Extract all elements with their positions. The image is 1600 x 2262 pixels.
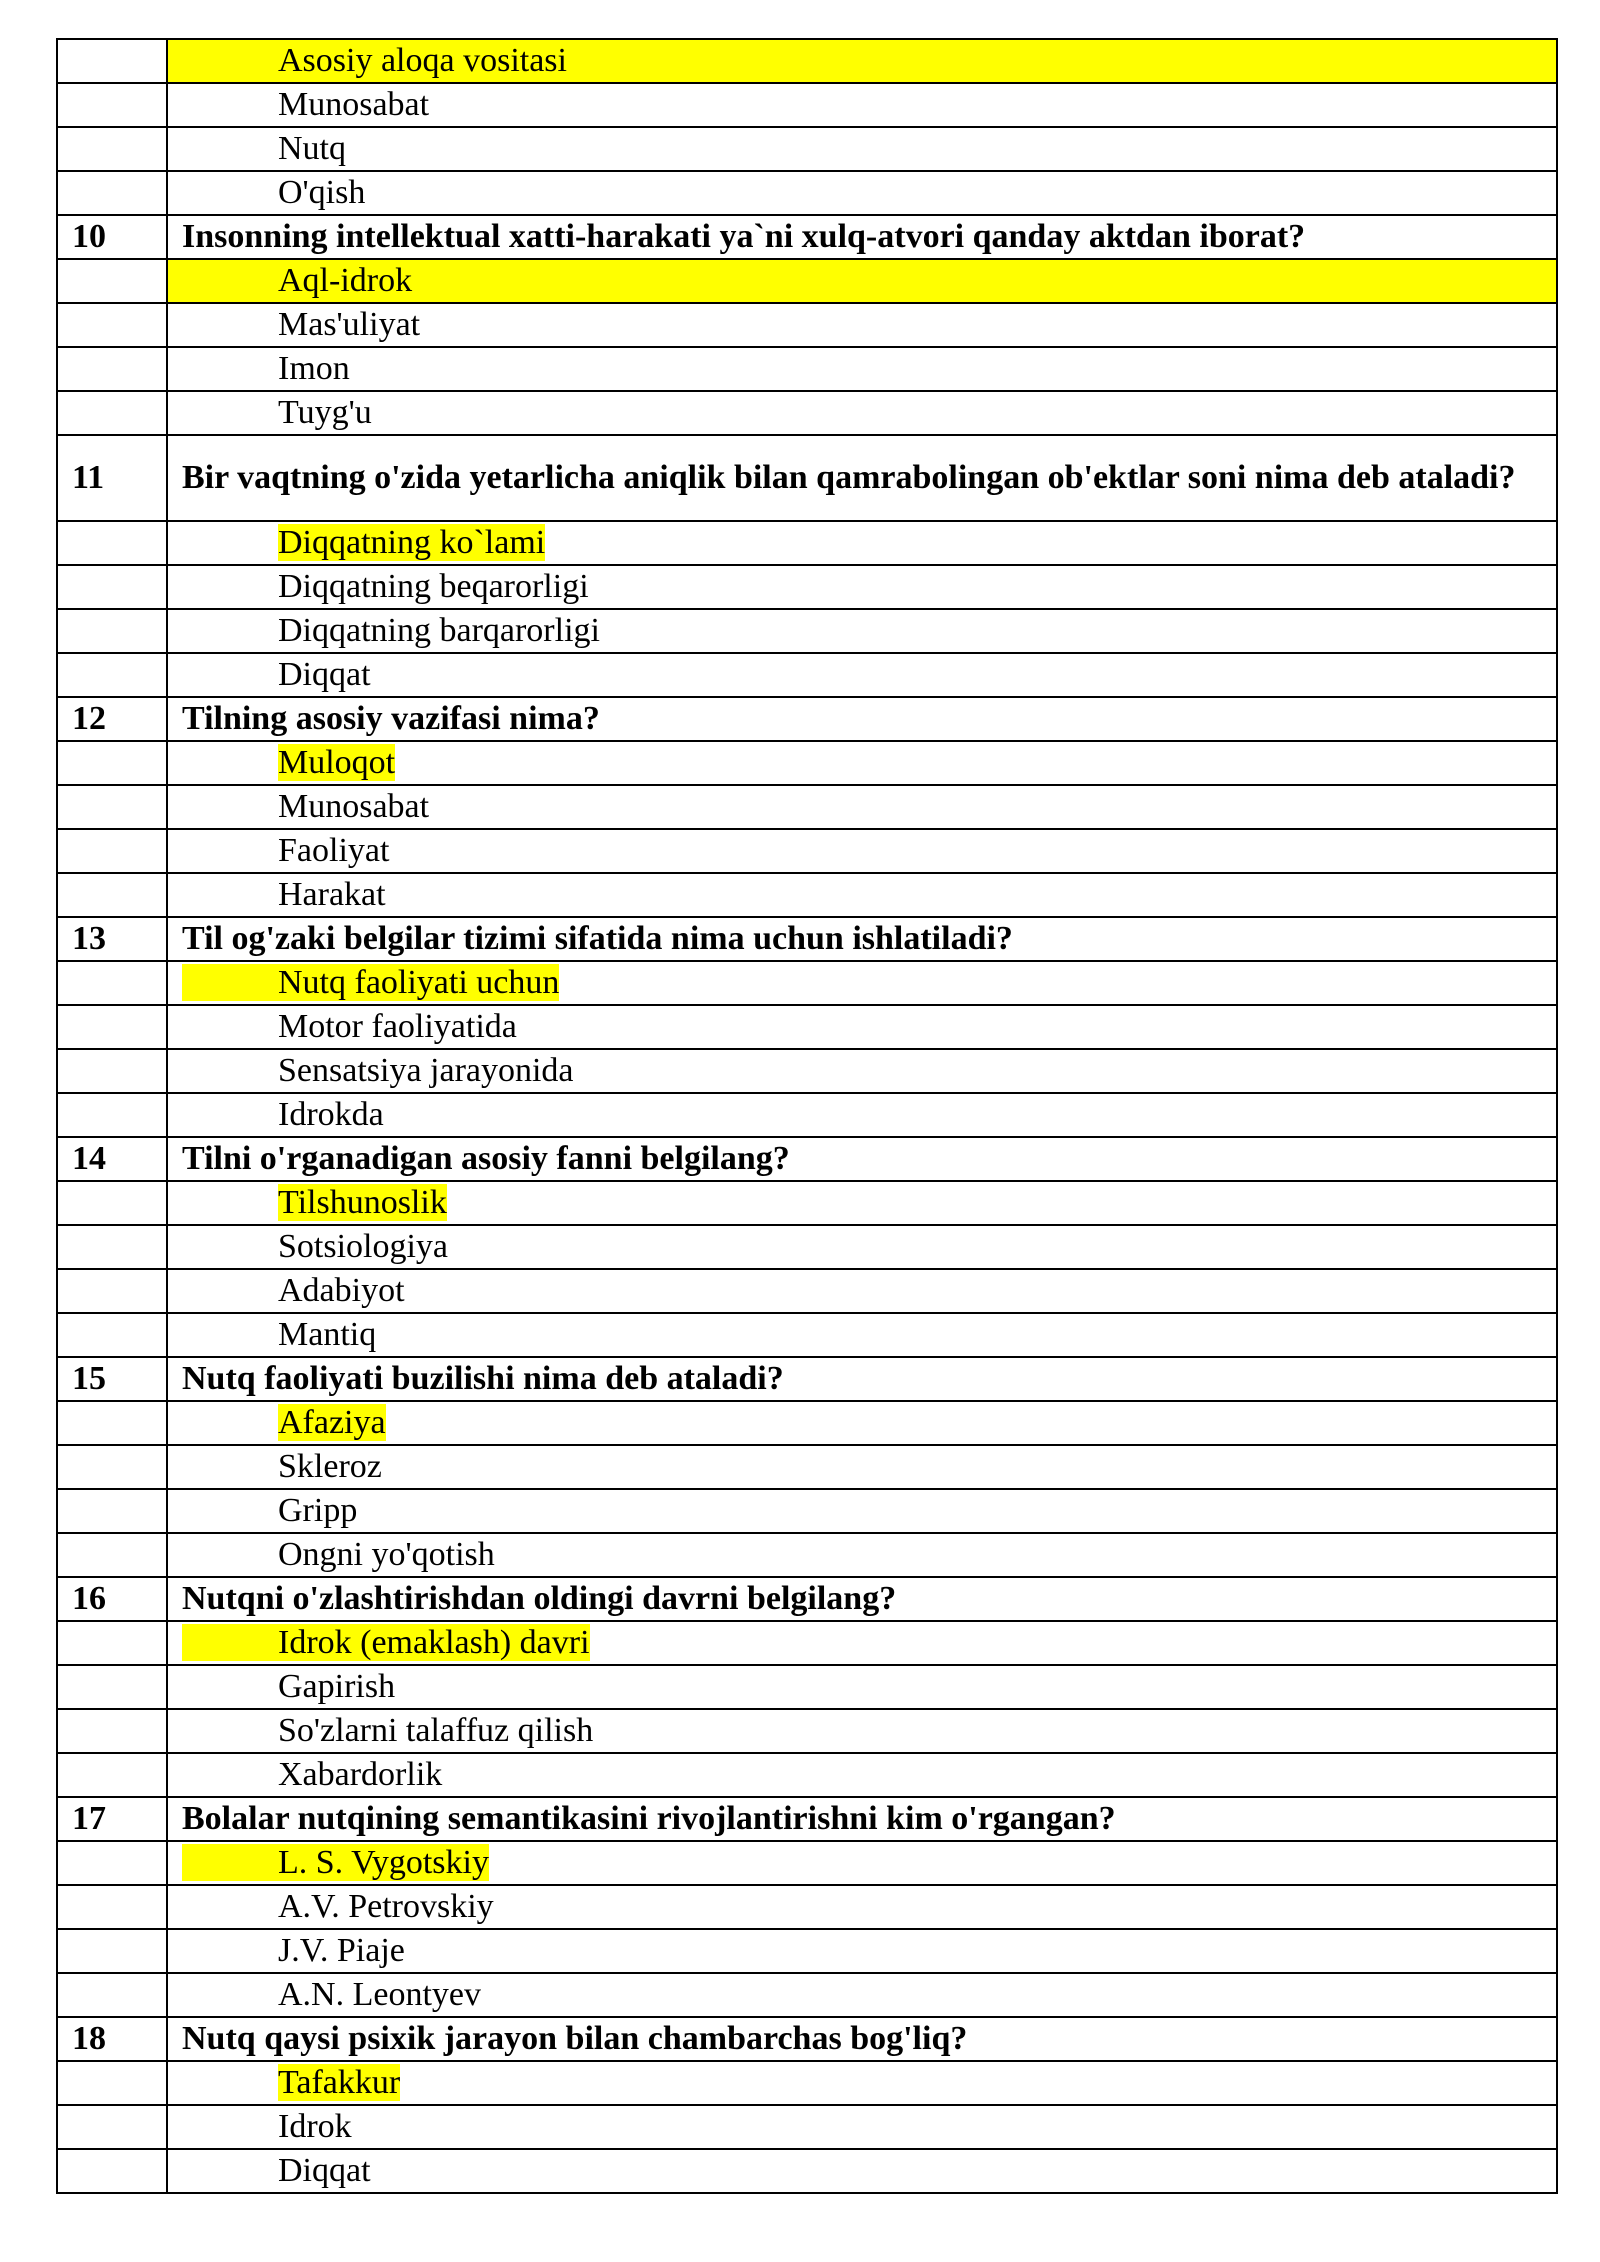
answer-cell (167, 1049, 1557, 1093)
number-cell-empty (57, 609, 167, 653)
question-number: 11 (57, 435, 167, 521)
answer-text: Munosabat (278, 788, 430, 825)
number-cell-empty (57, 1093, 167, 1137)
answer-text: Munosabat (278, 86, 430, 123)
question-number: 13 (57, 917, 167, 961)
answer-row-correct (57, 1841, 1557, 1885)
number-cell-empty (57, 1313, 167, 1357)
correct-answer-text: L. S. Vygotskiy (278, 1844, 489, 1881)
number-cell-empty (57, 521, 167, 565)
answer-cell (167, 39, 1557, 83)
question-number: 18 (57, 2017, 167, 2061)
answer-row-correct (57, 2061, 1557, 2105)
question-text: Nutqni o'zlashtirishdan oldingi davrni belgilang? (167, 1577, 1557, 1621)
answer-cell (167, 303, 1557, 347)
answer-text: So'zlarni talaffuz qilish (278, 1712, 594, 1749)
question-row (57, 1577, 1557, 1621)
answer-row (57, 1929, 1557, 1973)
number-cell-empty (57, 565, 167, 609)
answer-row (57, 1093, 1557, 1137)
answer-row (57, 171, 1557, 215)
number-cell-empty (57, 171, 167, 215)
correct-answer-text: Asosiy aloqa vositasi (278, 42, 567, 79)
answer-cell (167, 1533, 1557, 1577)
number-cell-empty (57, 1049, 167, 1093)
answer-cell (167, 1621, 1557, 1665)
answer-text: Diqqatning beqarorligi (278, 568, 589, 605)
question-text: Til og'zaki belgilar tizimi sifatida nima uchun ishlatiladi? (167, 917, 1557, 961)
question-text: Bir vaqtning o'zida yetarlicha aniqlik bilan qamrabolingan ob'ektlar soni nima deb ataladi? (167, 435, 1557, 521)
answer-row-correct (57, 39, 1557, 83)
answer-row (57, 1225, 1557, 1269)
number-cell-empty (57, 653, 167, 697)
answer-row-correct (57, 1621, 1557, 1665)
number-cell-empty (57, 1489, 167, 1533)
answer-row (57, 653, 1557, 697)
question-number: 15 (57, 1357, 167, 1401)
answer-row (57, 1049, 1557, 1093)
answer-text: A.N. Leontyev (278, 1976, 482, 2013)
answer-cell (167, 171, 1557, 215)
answer-text: Diqqat (278, 2152, 371, 2189)
answer-row (57, 127, 1557, 171)
question-text: Bolalar nutqining semantikasini rivojlantirishni kim o'rgangan? (167, 1797, 1557, 1841)
answer-text: Motor faoliyatida (278, 1008, 517, 1045)
answer-row (57, 1489, 1557, 1533)
answer-row (57, 1445, 1557, 1489)
answer-cell (167, 1401, 1557, 1445)
question-number: 17 (57, 1797, 167, 1841)
answer-text: Skleroz (278, 1448, 382, 1485)
answer-text: Mantiq (278, 1316, 377, 1353)
answer-cell (167, 1753, 1557, 1797)
question-row (57, 917, 1557, 961)
answer-row-correct (57, 741, 1557, 785)
number-cell-empty (57, 1753, 167, 1797)
question-row (57, 215, 1557, 259)
answer-cell (167, 1929, 1557, 1973)
answer-row (57, 1665, 1557, 1709)
answer-text: Nutq (278, 130, 346, 167)
answer-cell (167, 653, 1557, 697)
question-row (57, 697, 1557, 741)
number-cell-empty (57, 303, 167, 347)
answer-row (57, 829, 1557, 873)
answer-text: Ongni yo'qotish (278, 1536, 495, 1573)
answer-cell (167, 1269, 1557, 1313)
question-number: 12 (57, 697, 167, 741)
correct-answer-text: Diqqatning ko`lami (278, 524, 546, 561)
answer-row-correct (57, 1401, 1557, 1445)
answer-cell (167, 785, 1557, 829)
answer-row (57, 347, 1557, 391)
answer-cell (167, 1885, 1557, 1929)
answer-text: O'qish (278, 174, 366, 211)
answer-text: Xabardorlik (278, 1756, 443, 1793)
answer-cell (167, 1445, 1557, 1489)
answer-cell (167, 829, 1557, 873)
number-cell-empty (57, 1269, 167, 1313)
question-text: Nutq qaysi psixik jarayon bilan chambarchas bog'liq? (167, 2017, 1557, 2061)
question-text: Tilni o'rganadigan asosiy fanni belgilang? (167, 1137, 1557, 1181)
number-cell-empty (57, 741, 167, 785)
answer-row-correct (57, 1181, 1557, 1225)
number-cell-empty (57, 2149, 167, 2193)
question-number: 14 (57, 1137, 167, 1181)
answer-text: J.V. Piaje (278, 1932, 405, 1969)
answer-text: Faoliyat (278, 832, 390, 869)
answer-row-correct (57, 259, 1557, 303)
answer-row (57, 1885, 1557, 1929)
question-text: Nutq faoliyati buzilishi nima deb ataladi? (167, 1357, 1557, 1401)
number-cell-empty (57, 829, 167, 873)
answer-row (57, 391, 1557, 435)
number-cell-empty (57, 127, 167, 171)
answer-row (57, 873, 1557, 917)
number-cell-empty (57, 391, 167, 435)
answer-row (57, 1005, 1557, 1049)
answer-cell (167, 259, 1557, 303)
number-cell-empty (57, 1929, 167, 1973)
answer-cell (167, 609, 1557, 653)
number-cell-empty (57, 1665, 167, 1709)
number-cell-empty (57, 785, 167, 829)
answer-cell (167, 1313, 1557, 1357)
number-cell-empty (57, 1973, 167, 2017)
question-row (57, 435, 1557, 521)
answer-text: Idrokda (278, 1096, 384, 1133)
answer-text: Mas'uliyat (278, 306, 421, 343)
answer-text: Adabiyot (278, 1272, 405, 1309)
number-cell-empty (57, 347, 167, 391)
answer-row-correct (57, 961, 1557, 1005)
answer-row (57, 1533, 1557, 1577)
answer-text: Imon (278, 350, 350, 387)
correct-answer-text: Idrok (emaklash) davri (278, 1624, 590, 1661)
correct-answer-text: Muloqot (278, 744, 396, 781)
number-cell-empty (57, 39, 167, 83)
number-cell-empty (57, 1885, 167, 1929)
answer-text: Idrok (278, 2108, 352, 2145)
answer-row (57, 1973, 1557, 2017)
answer-cell (167, 347, 1557, 391)
answer-text: Diqqat (278, 656, 371, 693)
answer-cell (167, 1665, 1557, 1709)
answer-cell (167, 2105, 1557, 2149)
question-row (57, 1137, 1557, 1181)
number-cell-empty (57, 1181, 167, 1225)
answer-row (57, 609, 1557, 653)
number-cell-empty (57, 1709, 167, 1753)
correct-answer-text: Tafakkur (278, 2064, 401, 2101)
answer-row (57, 83, 1557, 127)
number-cell-empty (57, 961, 167, 1005)
correct-answer-text: Nutq faoliyati uchun (278, 964, 560, 1001)
answer-cell (167, 391, 1557, 435)
question-row (57, 1357, 1557, 1401)
answer-row (57, 2149, 1557, 2193)
question-row (57, 1797, 1557, 1841)
answer-cell (167, 521, 1557, 565)
answer-text: Sotsiologiya (278, 1228, 449, 1265)
answer-row (57, 1709, 1557, 1753)
correct-answer-text: Afaziya (278, 1404, 386, 1441)
answer-text: Gapirish (278, 1668, 396, 1705)
answer-row (57, 1313, 1557, 1357)
number-cell-empty (57, 1445, 167, 1489)
question-row (57, 2017, 1557, 2061)
answer-text: Diqqatning barqarorligi (278, 612, 600, 649)
answer-row-correct (57, 521, 1557, 565)
question-text: Tilning asosiy vazifasi nima? (167, 697, 1557, 741)
number-cell-empty (57, 1841, 167, 1885)
answer-cell (167, 873, 1557, 917)
question-text: Insonning intellektual xatti-harakati ya`ni xulq-atvori qanday aktdan iborat? (167, 215, 1557, 259)
answer-cell (167, 1225, 1557, 1269)
number-cell-empty (57, 259, 167, 303)
answer-cell (167, 1973, 1557, 2017)
number-cell-empty (57, 83, 167, 127)
answer-cell (167, 1093, 1557, 1137)
number-cell-empty (57, 873, 167, 917)
correct-answer-text: Aql-idrok (278, 262, 413, 299)
answer-cell (167, 1005, 1557, 1049)
answer-cell (167, 961, 1557, 1005)
table-body (57, 39, 1557, 2193)
answer-text: Tuyg'u (278, 394, 372, 431)
answer-text: Sensatsiya jarayonida (278, 1052, 574, 1089)
answer-text: A.V. Petrovskiy (278, 1888, 494, 1925)
answer-row (57, 1269, 1557, 1313)
number-cell-empty (57, 2105, 167, 2149)
answer-text: Gripp (278, 1492, 358, 1529)
test-questions-table (56, 38, 1558, 2194)
question-number: 10 (57, 215, 167, 259)
answer-row (57, 565, 1557, 609)
number-cell-empty (57, 1621, 167, 1665)
answer-cell (167, 83, 1557, 127)
answer-text: Harakat (278, 876, 386, 913)
number-cell-empty (57, 1401, 167, 1445)
answer-cell (167, 127, 1557, 171)
answer-cell (167, 565, 1557, 609)
answer-row (57, 785, 1557, 829)
answer-row (57, 303, 1557, 347)
answer-cell (167, 1489, 1557, 1533)
answer-cell (167, 1181, 1557, 1225)
answer-cell (167, 2061, 1557, 2105)
answer-cell (167, 1709, 1557, 1753)
answer-cell (167, 2149, 1557, 2193)
answer-row (57, 1753, 1557, 1797)
number-cell-empty (57, 1225, 167, 1269)
answer-cell (167, 1841, 1557, 1885)
number-cell-empty (57, 1005, 167, 1049)
question-number: 16 (57, 1577, 167, 1621)
number-cell-empty (57, 1533, 167, 1577)
answer-row (57, 2105, 1557, 2149)
correct-answer-text: Tilshunoslik (278, 1184, 447, 1221)
answer-cell (167, 741, 1557, 785)
number-cell-empty (57, 2061, 167, 2105)
